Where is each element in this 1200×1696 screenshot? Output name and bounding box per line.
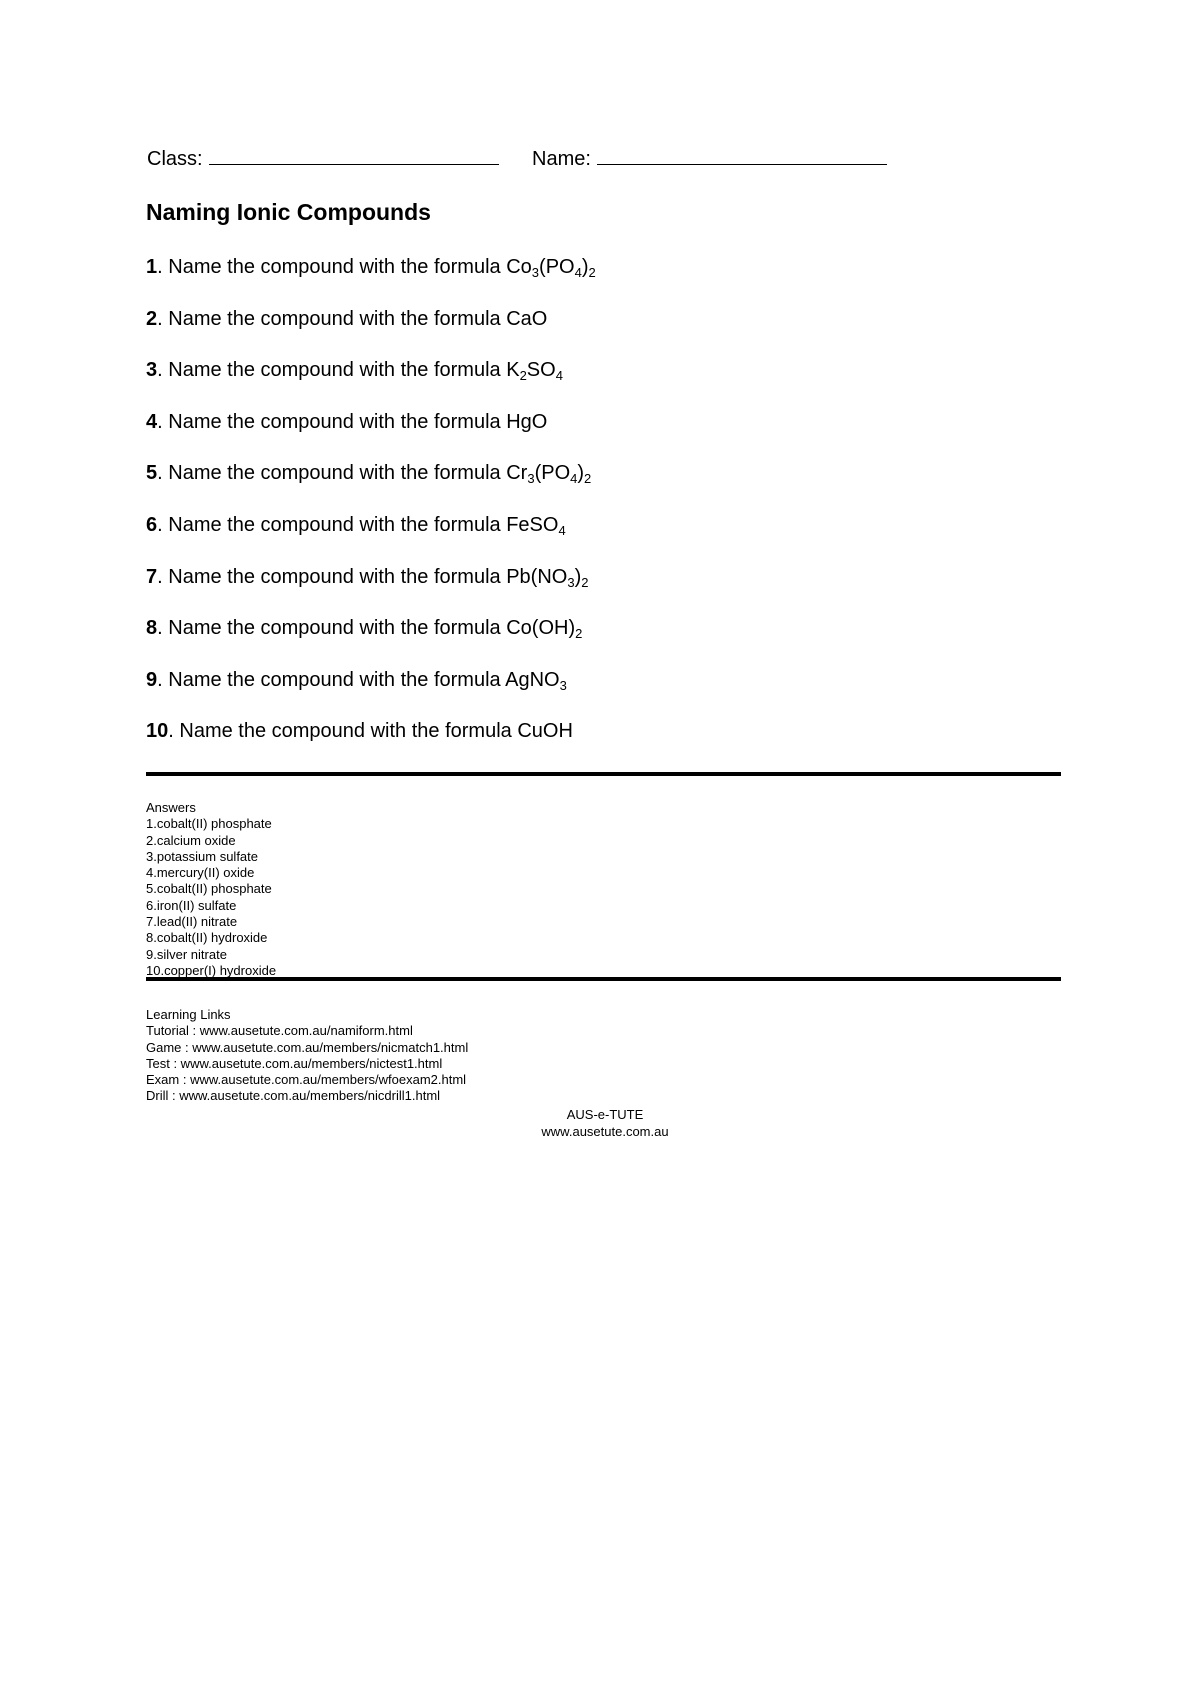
answer-item: 1.cobalt(II) phosphate [146,816,272,832]
question-prefix: Name the compound with the formula [168,410,501,433]
question-prefix: Name the compound with the formula [168,565,501,588]
formula-subscript: 4 [558,522,566,538]
question-item [146,565,596,617]
footer-url: www.ausetute.com.au [541,1124,669,1139]
answer-item: 2.calcium oxide [146,832,236,848]
answer-item: 3.potassium sulfate [146,848,259,864]
learning-links-list [146,1023,468,1104]
name-label: Name: [532,148,591,170]
question-separator: . [157,617,169,640]
learning-link-item: Drill : www.ausetute.com.au/members/nicdrill1.html [146,1088,441,1104]
formula-part: AgNO [505,668,560,691]
question-prefix: Name the compound with the formula [168,307,501,330]
answers-list [146,816,276,979]
formula-part: (PO [534,462,571,485]
formula-subscript: 3 [559,677,567,693]
question-prefix: Name the compound with the formula [168,462,501,485]
page-title: Naming Ionic Compounds [146,199,431,225]
formula-part: FeSO [506,513,559,536]
formula-part: CaO [506,307,548,330]
formula-part: K [506,359,520,382]
question-separator: . [157,359,169,382]
question-prefix: Name the compound with the formula [168,617,501,640]
formula-part: Co [506,256,532,278]
formula-part: Co(OH) [506,617,576,640]
question-prefix: Name the compound with the formula [168,359,501,382]
question-separator: . [157,307,169,330]
footer [460,1106,750,1140]
answer-item: 9.silver nitrate [146,946,227,962]
question-item [146,719,596,771]
question-prefix: Name the compound with the formula [168,513,501,536]
chemical-formula [506,256,596,278]
question-separator: . [157,462,169,485]
answers-block [146,800,276,979]
formula-subscript: 4 [555,368,563,384]
answer-item: 4.mercury(II) oxide [146,865,255,881]
question-item [146,307,596,359]
name-blank-line [597,146,887,165]
question-separator: . [168,720,180,743]
formula-part: Cr [506,462,528,485]
answer-item: 6.iron(II) sulfate [146,897,237,913]
learning-link-item: Exam : www.ausetute.com.au/members/wfoexam2.html [146,1072,467,1088]
question-number: 6 [146,513,158,536]
question-item [146,668,596,720]
formula-subscript: 4 [570,471,578,487]
formula-part: ) [581,256,589,278]
chemical-formula [517,720,573,742]
question-number: 2 [146,307,158,330]
formula-part: CuOH [517,720,573,743]
formula-subscript: 4 [574,265,582,280]
question-separator: . [157,256,169,278]
formula-subscript: 3 [567,574,575,590]
question-number: 3 [146,359,158,382]
answer-item: 10.copper(I) hydroxide [146,962,277,978]
chemical-formula [506,359,563,384]
class-blank-line [209,146,499,165]
learning-link-item: Tutorial : www.ausetute.com.au/namiform.html [146,1023,413,1039]
question-item [146,461,596,513]
question-item [146,616,596,668]
footer-brand: AUS-e-TUTE [566,1107,644,1122]
question-prefix: Name the compound with the formula [179,720,512,743]
formula-subscript: 2 [588,265,596,280]
chemical-formula [506,308,547,330]
question-item [146,513,596,565]
formula-subscript: 2 [581,574,589,590]
formula-part: (PO [539,256,575,278]
formula-subscript: 2 [519,368,527,384]
question-separator: . [157,410,169,433]
chemical-formula [506,462,592,487]
chemical-formula [506,411,547,433]
formula-part: SO [526,359,556,382]
question-prefix: Name the compound with the formula [168,256,501,278]
formula-subscript: 3 [531,265,540,280]
question-number: 9 [146,668,158,691]
formula-part: Pb(NO [506,565,568,588]
formula-part: ) [577,462,585,485]
answers-heading: Answers [146,800,196,815]
answer-item: 5.cobalt(II) phosphate [146,881,272,897]
question-separator: . [157,513,169,536]
chemical-formula [505,669,567,691]
class-field [147,146,499,171]
learning-links-block [146,1007,468,1105]
question-number: 10 [146,720,169,743]
formula-subscript: 2 [584,471,592,487]
learning-link-item: Game : www.ausetute.com.au/members/nicmatch1.html [146,1039,469,1055]
chemical-formula [506,514,565,536]
answer-item: 7.lead(II) nitrate [146,914,238,930]
name-field [532,146,887,171]
formula-subscript: 2 [575,626,583,642]
chemical-formula [506,617,583,642]
answer-item: 8.cobalt(II) hydroxide [146,930,268,946]
question-number: 4 [146,410,158,433]
formula-part: HgO [506,410,548,433]
formula-subscript: 3 [527,471,535,487]
question-number: 8 [146,617,158,640]
question-item [146,358,596,410]
chemical-formula [506,566,588,588]
question-number: 5 [146,462,158,485]
class-label: Class: [147,148,203,170]
question-separator: . [157,565,169,588]
question-number: 1 [146,256,158,278]
learning-link-item: Test : www.ausetute.com.au/members/nictest1.html [146,1055,443,1071]
question-number: 7 [146,565,158,588]
formula-part: ) [574,565,582,588]
learning-links-heading: Learning Links [146,1007,231,1022]
divider-bottom [146,977,1061,981]
question-prefix: Name the compound with the formula [168,668,501,691]
divider-top [146,772,1061,776]
question-item [146,255,596,307]
question-item [146,410,596,462]
question-list [146,255,596,771]
question-separator: . [157,668,169,691]
